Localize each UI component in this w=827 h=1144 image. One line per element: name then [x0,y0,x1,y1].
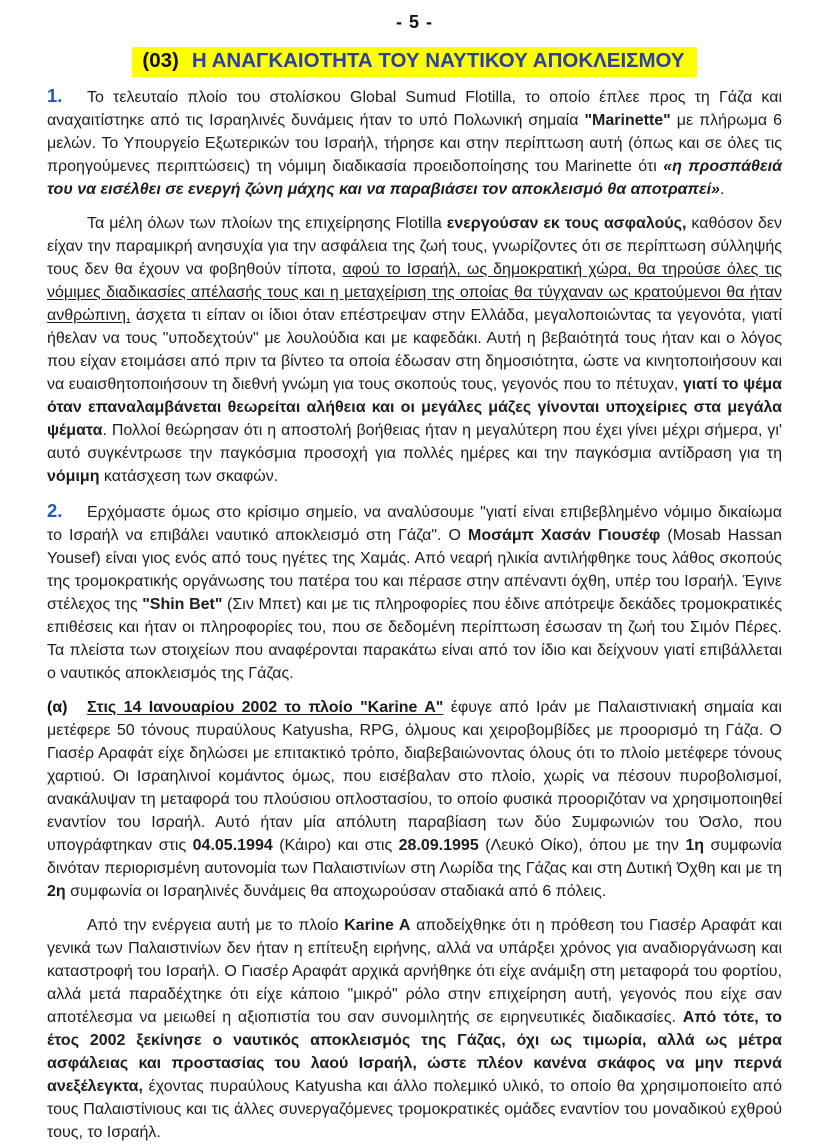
text-segment: κατάσχεση των σκαφών. [99,467,279,485]
paragraph [47,212,782,488]
text-segment: αφού το Ισραήλ, ως δημοκρατική χώρα, θα τηρούσε όλες τις νόμιμες διαδικασίες απέλασής τους και η μεταχείριση της οποίας θα τύγχαναν ως κρατούμενοι θα ήταν ανθρώπινη, [47,260,783,324]
text-segment: Karine A [344,916,411,934]
text-segment: «η προσπάθειά του να εισέλθει σε ενεργή ζώνη μάχης και να παραβιάσει τον αποκλεισμό θα αποτραπεί» [47,157,782,198]
text-segment: έχοντας πυραύλους Katyusha και άλλο πολεμικό υλικό, το οποίο θα χρησιμοποιείτο από τους Παλαιστίνιους και τις άλλες συνεργαζόμενες τρομοκρατικές ομάδες εναντίον του μοναδικού εχθρού τους, το Ισραήλ. [47,1077,782,1141]
section-title-highlight [132,47,696,77]
section-title: Η ΑΝΑΓΚΑΙΟΤΗΤΑ ΤΟΥ ΝΑΥΤΙΚΟΥ ΑΠΟΚΛΕΙΣΜΟΥ [191,49,685,72]
section-title-row [47,47,782,77]
text-segment: έφυγε από Ιράν με Παλαιστινιακή σημαία και μετέφερε 50 τόνους πυραύλους Katyusha, RPG, όλμους και χειροβομβίδες με προορισμό τη Γάζα. Ο Γιασέρ Αραφάτ είχε δηλώσει με επιτακτικό τρόπο, διαβεβαιώνοντας όλους ότι το πλοίο μετέφερε τόνους χαρτιού. Οι Ισραηλινοί κομάντος όμως, που εισέβαλαν στο πλοίο, χωρίς να πέσουν πυροβολισμοί, ανακάλυψαν τη μεταφορά του πλούσιου οπλοστασίου, το οποίο φυσικά προοριζόταν να χρησιμοποιηθεί εναντίον του Ισραήλ. Αυτό ήταν μία απόλυτη παραβίαση των δύο Συμφωνιών του Όσλο, που υπογράφτηκαν στις [47,698,782,854]
text-segment: (Λευκό Οίκο), όπου με την [478,836,686,854]
paragraph-marker: 2. [47,499,63,521]
text-segment: 28.09.1995 [398,836,479,854]
text-segment: Το τελευταίο πλοίο του στολίσκου Global Sumud Flotilla, το οποίο έπλεε προς τη Γάζα και αναχαιτίστηκε από τις Ισραηλινές δυνάμεις ήταν το υπό Πολωνική σημαία [47,88,782,129]
text-segment: άσχετα τι είπαν οι ίδιοι όταν επέστρεψαν στην Ελλάδα, μεγαλοποιώντας τα γεγονότα, γιατί ήθελαν να τους "υποδεχτούν" με λουλούδια και με καφεδάκι. Αυτή η βεβαιότητά τους ήταν και ο λόγος που είχαν ετοιμάσει από πριν τα βίντεο τα οποία έδωσαν στη δημοσιότητα, ώστε να κινητοποιήσουν και να ευαισθητοποιήσουν τη διεθνή γνώμη για τους σκοπούς τους, γεγονός που το πέτυχαν, [47,306,782,393]
text-segment: "Shin Bet" [142,595,223,613]
document-body [47,84,782,1144]
text-segment: 1η [685,836,705,854]
text-segment: 2η [47,882,66,900]
paragraph [47,499,782,685]
text-segment: συμφωνία οι Ισραηλινές δυνάμεις θα αποχωρούσαν σταδιακά από 6 πόλεις. [65,882,607,900]
paragraph-marker: (α) [47,698,68,716]
text-segment: Από τότε, το έτος 2002 ξεκίνησε ο ναυτικός αποκλεισμός της Γάζας, όχι ως τιμωρία, αλλά ως μέτρα ασφάλειας και προστασίας του λαού Ισραήλ, ώστε πλέον κανένα σκάφος να μην περνά ανεξέλεγκτα, [47,1008,782,1095]
text-segment: Μοσάμπ Χασάν Γιουσέφ [467,526,661,544]
text-segment: καθόσον δεν είχαν την παραμικρή ανησυχία για την ασφάλεια της ζωή τους, γνωρίζοντες ότι σε περίπτωση σύλληψής τους δεν θα έχουν να φοβηθούν τίποτα, [47,214,782,278]
text-segment: (Mosab Hassan Yousef) είναι γιος ενός από τους ηγέτες της Χαμάς. Από νεαρή ηλικία αντιλήφθηκε τους λάθος σκοπούς της τρομοκρατικής οργάνωσης του πατέρα του και πέρασε στην απέναντι όχθη, υπέρ του Ισραήλ. Έγινε στέλεχος της [47,526,783,613]
text-segment: αποδείχθηκε ότι η πρόθεση του Γιασέρ Αραφάτ και γενικά των Παλαιστινίων δεν ήταν η επίτευξη ειρήνης, αλλά να υπάρξει χρόνος για αναδιοργάνωση και καταστροφή του Ισραήλ. Ο Γιασέρ Αραφάτ αρχικά αρνήθηκε ότι είχε ανάμιξη στη μεταφορά του φορτίου, αλλά μετά παραδέχτηκε ότι είχε κάποιο "μικρό" ρόλο στην επιχείρηση αυτή, γεγονός που είχε σαν αποτέλεσμα να μειωθεί η αξιοπιστία του σαν συνομιλητής σε ειρηνευτικές διαδικασίες. [47,916,782,1026]
text-segment: (Σιν Μπετ) και με τις πληροφορίες που έδινε απότρεψε δεκάδες τρομοκρατικές επιθέσεις και ήταν οι πληροφορίες του, που σε δεδομένη περίπτωση έσωσαν τη ζωή του Σιμόν Πέρες. Τα πλείστα των στοιχείων που αναφέρονται παρακάτω είναι από τον ίδιο και δείχνουν γιατί επιβάλλεται ο ναυτικός αποκλεισμός της Γάζας. [47,595,782,682]
text-segment: 04.05.1994 [192,836,273,854]
text-segment: "Marinette" [584,111,671,129]
text-segment: Από την ενέργεια αυτή με το πλοίο [87,916,345,934]
paragraph [47,84,782,201]
section-number: (03) [142,49,179,72]
text-segment: Ερχόμαστε όμως στο κρίσιμο σημείο, να αναλύσουμε "γιατί είναι επιβεβλημένο νόμιμο δικαίωμα το Ισραήλ να επιβάλει ναυτικό αποκλεισμό στη Γάζα". Ο [47,503,782,544]
text-segment: ενεργούσαν εκ τους ασφαλούς, [446,214,687,232]
text-segment: νόμιμη [47,467,100,485]
text-segment: συμφωνία δινόταν περιορισμένη αυτονομία των Παλαιστινίων στη Λωρίδα της Γάζας και στη Δυτική Όχθη και με τη [47,836,783,877]
text-segment: Τα μέλη όλων των πλοίων της επιχείρησης Flotilla [87,214,447,232]
page-number: - 5 - [395,12,433,32]
text-segment: . Πολλοί θεώρησαν ότι η αποστολή βοήθειας ήταν η μεγαλύτερη που έχει γίνει μέχρι σήμερα, γι' αυτό συγκέντρωσε την παγκόσμια προσοχή για πολλές ημέρες και την παγκόσμια αντίδραση για τη [47,421,782,462]
paragraph-marker: 1. [47,84,63,106]
text-segment: . [719,180,725,198]
text-segment: Στις 14 Ιανουαρίου 2002 το πλοίο "Karine A" [87,698,444,716]
text-segment: με πλήρωμα 6 μελών. Το Υπουργείο Εξωτερικών του Ισραήλ, τήρησε και στην περίπτωση αυτή (όπως και σε όλες τις προηγούμενες περιπτώσεις) τη νόμιμη διαδικασία προειδοποίησης του Marinette ότι [47,111,782,175]
paragraph [47,696,782,903]
text-segment: (Κάιρο) και στις [272,836,399,854]
paragraph [47,914,782,1144]
text-segment: γιατί το ψέμα όταν επαναλαμβάνεται θεωρείται αλήθεια και οι μεγάλες μάζες γίνονται υποχείριες στα μεγάλα ψέματα [47,375,782,439]
